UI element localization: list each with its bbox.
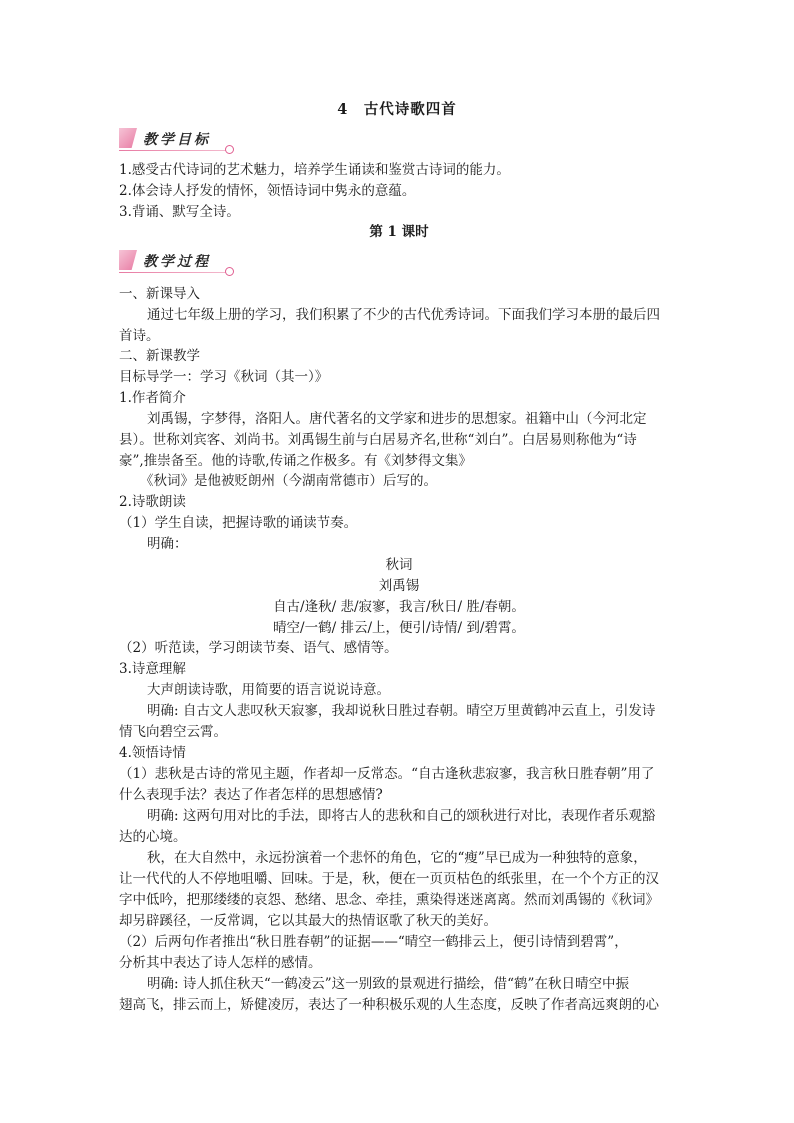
body-line: 《秋词》是他被贬朗州（今湖南常德市）后写的。 xyxy=(140,473,437,489)
poem-line: 自古/逢秋/ 悲/寂寥，我言/秋日/ 胜/春朝。 xyxy=(273,599,525,615)
body-line: 豪”,推崇备至。他的诗歌,传诵之作极多。有《刘梦得文集》 xyxy=(119,453,472,469)
body-line: （1）悲秋是古诗的常见主题，作者却一反常态。“自古逢秋悲寂寥，我言秋日胜春朝”用了 xyxy=(119,766,655,782)
body-line: （2）听范读，学习朗读节奏、语气、感情等。 xyxy=(119,640,398,656)
body-line: 3.诗意理解 xyxy=(119,661,186,677)
section-header-teaching-process xyxy=(119,250,234,270)
poem-author: 刘禹锡 xyxy=(378,578,420,594)
section-header-teaching-goals xyxy=(119,128,234,148)
goal-item: 2.体会诗人抒发的情怀，领悟诗词中隽永的意蕴。 xyxy=(119,183,416,199)
body-line: 2.诗歌朗读 xyxy=(119,494,186,510)
body-line: 县）。世称刘宾客、刘尚书。刘禹锡生前与白居易齐名,世称“刘白”。白居易则称他为“诗 xyxy=(119,432,637,448)
section-header-label: 教学过程 xyxy=(143,254,211,270)
body-line: 明确： xyxy=(147,536,188,552)
body-line: 却另辟蹊径，一反常调，它以其最大的热情讴歌了秋天的美好。 xyxy=(119,913,497,929)
body-line: （2）后两句作者推出“秋日胜春朝”的证据——“晴空一鹤排云上，便引诗情到碧霄”， xyxy=(119,934,628,950)
body-line: 明确: 诗人抓住秋天“一鹤凌云”这一别致的景观进行描绘，借“鹤”在秋日晴空中振 xyxy=(147,976,629,992)
body-line: 明确: 自古文人悲叹秋天寂寥，我却说秋日胜过春朝。晴空万里黄鹤冲云直上，引发诗 xyxy=(147,703,656,719)
circle-dot-icon xyxy=(225,267,234,276)
section-header-label: 教学目标 xyxy=(143,132,211,148)
body-line: 通过七年级上册的学习，我们积累了不少的古代优秀诗词。下面我们学习本册的最后四 xyxy=(147,307,660,323)
body-line: 首诗。 xyxy=(119,328,160,344)
body-line: （1）学生自读，把握诗歌的诵读节奏。 xyxy=(119,515,358,531)
body-line: 明确: 这两句用对比的手法，即将古人的悲秋和自己的颂秋进行对比，表现作者乐观豁 xyxy=(147,808,656,824)
lesson-heading: 第 1 课时 xyxy=(369,224,429,240)
body-line: 字中低吟，把那缕缕的哀怨、愁绪、思念、牵挂，熏染得迷迷离离。然而刘禹锡的《秋词》 xyxy=(119,892,659,908)
body-line: 刘禹锡，字梦得，洛阳人。唐代著名的文学家和进步的思想家。祖籍中山（今河北定 xyxy=(147,411,647,427)
body-line: 大声朗读诗歌，用简要的语言说说诗意。 xyxy=(147,682,390,698)
poem-title: 秋词 xyxy=(385,557,413,573)
body-line: 达的心境。 xyxy=(119,829,187,845)
body-line: 让一代代的人不停地咀嚼、回味。于是，秋，便在一页页枯色的纸张里，在一个个方正的汉 xyxy=(119,871,659,887)
body-line: 分析其中表达了诗人怎样的感情。 xyxy=(119,955,322,971)
body-line: 翅高飞，排云而上，矫健凌厉，表达了一种积极乐观的人生态度，反映了作者高远爽朗的心 xyxy=(119,997,659,1013)
circle-dot-icon xyxy=(225,145,234,154)
goal-item: 3.背诵、默写全诗。 xyxy=(119,204,240,220)
body-line: 秋，在大自然中，永远扮演着一个悲怀的角色，它的“瘦”早已成为一种独特的意象， xyxy=(147,850,647,866)
header-underline xyxy=(119,150,227,152)
body-line: 1.作者简介 xyxy=(119,390,186,406)
poem-line: 晴空/一鹤/ 排云/上，便引/诗情/ 到/碧霄。 xyxy=(273,620,525,636)
body-line: 一、新课导入 xyxy=(119,286,200,302)
ribbon-icon xyxy=(119,250,137,270)
body-line: 二、新课教学 xyxy=(119,348,200,364)
page-title: 4 古代诗歌四首 xyxy=(337,101,457,118)
body-line: 情飞向碧空云霄。 xyxy=(119,724,227,740)
goal-item: 1.感受古代诗词的艺术魅力，培养学生诵读和鉴赏古诗词的能力。 xyxy=(119,162,510,178)
body-line: 4.领悟诗情 xyxy=(119,745,186,761)
body-line: 什么表现手法？表达了作者怎样的思想感情? xyxy=(119,787,383,803)
ribbon-icon xyxy=(119,128,137,148)
body-line: 目标导学一：学习《秋词（其一）》 xyxy=(119,369,329,385)
header-underline xyxy=(119,272,227,274)
